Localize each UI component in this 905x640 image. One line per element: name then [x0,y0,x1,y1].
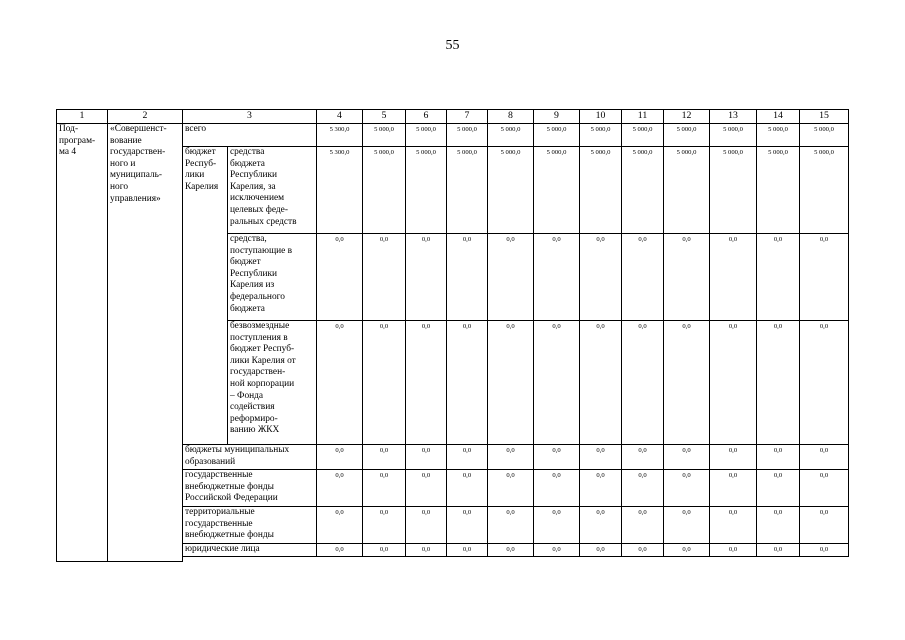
table-cell: 0,0 [317,321,363,445]
row-label: территориальные государственные внебюджетные фонды [183,507,317,544]
table-row [57,124,849,147]
row-label: юридические лица [183,544,317,557]
table-cell: 0,0 [488,470,534,507]
table-cell: 0,0 [757,507,800,544]
table-cell: 0,0 [622,470,664,507]
column-header: 3 [183,110,317,124]
table-cell: 0,0 [317,507,363,544]
table-cell: 0,0 [622,445,664,470]
table-cell: 0,0 [622,321,664,445]
table-cell: 0,0 [622,234,664,321]
column-number-row [57,110,849,124]
row-label: государственные внебюджетные фонды Российской Федерации [183,470,317,507]
column-header: 11 [622,110,664,124]
column-header: 14 [757,110,800,124]
column-header: 5 [363,110,406,124]
table-cell: 5 000,0 [800,124,849,147]
table-cell: 5 000,0 [488,147,534,234]
table-cell: 5 000,0 [622,124,664,147]
column-header: 6 [406,110,447,124]
table-cell: 0,0 [710,507,757,544]
table-cell: 5 000,0 [406,124,447,147]
table-cell: 0,0 [447,544,488,557]
page-number: 55 [445,38,460,53]
table-cell: 0,0 [406,234,447,321]
table-cell: 0,0 [664,507,710,544]
table-cell: 0,0 [580,321,622,445]
budget-table [56,109,849,562]
table-cell: 5 000,0 [757,124,800,147]
table-cell: 0,0 [488,507,534,544]
table-cell: 0,0 [447,234,488,321]
table-cell: 0,0 [406,470,447,507]
table-cell: 0,0 [363,445,406,470]
table-cell: 0,0 [534,470,580,507]
column-header: 15 [800,110,849,124]
table-cell: 0,0 [447,321,488,445]
table-cell: 0,0 [488,234,534,321]
column-header: 2 [108,110,183,124]
table-cell: 5 300,0 [317,124,363,147]
table-cell: 5 000,0 [580,124,622,147]
table-cell: 0,0 [710,544,757,557]
column-header: 9 [534,110,580,124]
table-cell: 5 000,0 [406,147,447,234]
table-cell: 0,0 [363,544,406,557]
table-cell: 5 000,0 [488,124,534,147]
table-cell: 0,0 [580,445,622,470]
table-cell: 0,0 [363,321,406,445]
table-cell: 0,0 [406,445,447,470]
table-cell: 0,0 [622,507,664,544]
table-cell: 0,0 [534,544,580,557]
table-cell: 0,0 [580,507,622,544]
table-cell: 0,0 [710,445,757,470]
table-cell: 0,0 [580,470,622,507]
table-cell: 0,0 [800,321,849,445]
column-header: 1 [57,110,108,124]
table-cell: 5 000,0 [447,124,488,147]
column-header: 12 [664,110,710,124]
table-cell: 0,0 [317,445,363,470]
table-cell: 0,0 [488,544,534,557]
table-cell: 5 300,0 [317,147,363,234]
table-cell: 0,0 [488,321,534,445]
table-cell: 0,0 [800,234,849,321]
table-cell: 0,0 [363,234,406,321]
column-header: 10 [580,110,622,124]
table-cell: 0,0 [580,544,622,557]
table-cell: 0,0 [800,544,849,557]
table-cell: 0,0 [317,234,363,321]
table-cell: 0,0 [534,507,580,544]
column-header: 7 [447,110,488,124]
table-cell: 0,0 [534,445,580,470]
row-label: безвозмездные поступления в бюджет Респуб- лики Карелия от государствен- ной корпорации – Фонда содействия реформиро- ванию ЖКХ [228,321,317,445]
table-cell: 0,0 [534,321,580,445]
table-cell: 0,0 [800,507,849,544]
table-cell: 0,0 [710,321,757,445]
table-spacer [183,557,849,562]
table-cell: 0,0 [664,470,710,507]
table-cell: 0,0 [757,445,800,470]
table-cell: 0,0 [317,544,363,557]
table-cell: 0,0 [710,234,757,321]
row-label: всего [183,124,317,147]
column-header: 4 [317,110,363,124]
table-cell: 0,0 [757,470,800,507]
row-label: средства, поступающие в бюджет Республики Карелия из федерального бюджета [228,234,317,321]
table-cell: 5 000,0 [622,147,664,234]
column-header: 8 [488,110,534,124]
row-label: средства бюджета Республики Карелия, за исключением целевых феде- ральных средств [228,147,317,234]
table-cell: 5 000,0 [534,124,580,147]
table-cell: 0,0 [622,544,664,557]
table-cell: 0,0 [447,507,488,544]
column-header: 13 [710,110,757,124]
table-cell: 5 000,0 [447,147,488,234]
table-cell: 0,0 [757,544,800,557]
table-cell: 0,0 [664,544,710,557]
table-cell: 5 000,0 [800,147,849,234]
table-cell: 0,0 [406,321,447,445]
table-cell: 0,0 [800,445,849,470]
subprogram-name: «Совершенст- вование государствен- ного и муниципаль- ного управления» [108,124,183,562]
table-cell: 0,0 [363,507,406,544]
table-cell: 5 000,0 [710,124,757,147]
table-cell: 0,0 [406,544,447,557]
table-cell: 0,0 [406,507,447,544]
table-cell: 0,0 [757,234,800,321]
table-cell: 0,0 [664,445,710,470]
table-cell: 0,0 [363,470,406,507]
table-cell: 0,0 [664,234,710,321]
table-cell: 0,0 [757,321,800,445]
table-cell: 0,0 [664,321,710,445]
table-cell: 0,0 [447,445,488,470]
table-cell: 0,0 [534,234,580,321]
table-cell: 0,0 [488,445,534,470]
table-cell: 0,0 [710,470,757,507]
group-label: бюджет Респуб- лики Карелия [183,147,228,445]
table-cell: 0,0 [447,470,488,507]
table-cell: 5 000,0 [710,147,757,234]
subprogram-code: Под- програм- ма 4 [57,124,108,562]
row-label: бюджеты муниципальных образований [183,445,317,470]
table-cell: 5 000,0 [534,147,580,234]
table-cell: 5 000,0 [363,124,406,147]
table-cell: 0,0 [800,470,849,507]
table-cell: 0,0 [580,234,622,321]
table-cell: 5 000,0 [757,147,800,234]
table-cell: 5 000,0 [363,147,406,234]
table-cell: 5 000,0 [580,147,622,234]
table-cell: 5 000,0 [664,147,710,234]
table-cell: 0,0 [317,470,363,507]
table-cell: 5 000,0 [664,124,710,147]
